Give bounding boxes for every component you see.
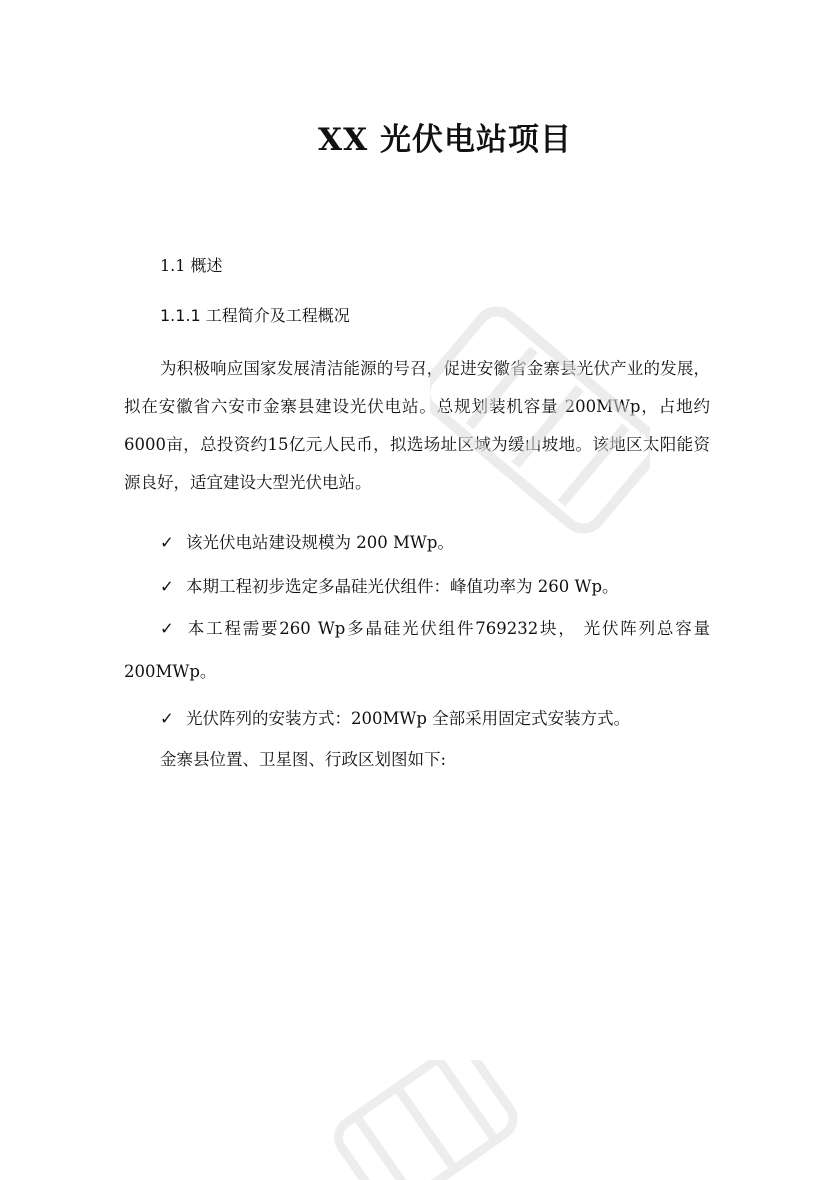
figure-caption: 金寨县位置、卫星图、行政区划图如下:	[160, 750, 447, 769]
watermark-logo	[300, 1060, 540, 1180]
bullet-item	[124, 607, 710, 693]
bullet-item	[160, 529, 454, 553]
check-icon: ✓	[160, 577, 174, 596]
bullet-text: 该光伏电站建设规模为 200 MWp。	[186, 533, 454, 552]
section-heading: 1.1 概述	[160, 256, 223, 275]
bullet-text: 本期工程初步选定多晶硅光伏组件：峰值功率为 260 Wp。	[186, 577, 619, 596]
check-icon: ✓	[160, 619, 174, 638]
bullet-item	[160, 573, 619, 597]
document-title: XX 光伏电站项目	[318, 122, 572, 158]
bullet-text: 光伏阵列的安装方式：200MWp 全部采用固定式安装方式。	[186, 709, 631, 728]
bullet-item	[160, 705, 630, 729]
bullet-text: 本工程需要260 Wp多晶硅光伏组件769232块， 光伏阵列总容量200MWp。	[124, 619, 710, 681]
check-icon: ✓	[160, 709, 174, 728]
subsection-heading: 1.1.1 工程简介及工程概况	[160, 306, 350, 325]
check-icon: ✓	[160, 533, 174, 552]
intro-paragraph: 为积极响应国家发展清洁能源的号召，促进安徽省金寨县光伏产业的发展，拟在安徽省六安市金寨县建设光伏电站。总规划装机容量 200MWp，占地约6000亩，总投资约15亿元人民币，拟选场址区域为缓山坡地。该地区太阳能资源良好，适宜建设大型光伏电站。	[124, 359, 710, 492]
